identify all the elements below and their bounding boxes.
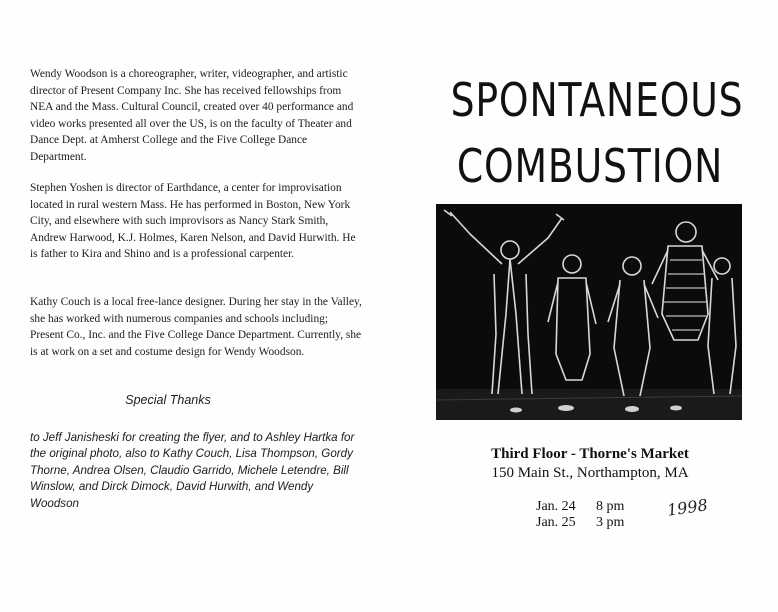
bio-stephen-yoshen: Stephen Yoshen is director of Earthdance, a center for improvisation located in rural western Mass. He has performed in Boston, New York City, and elsewhere with such improvisors as Nancy Stark Smith, Andrew Harwood, K.J. Holmes, Karen Nelson, and David Hurwith. He is father to Kira and Shino and is a professional carpenter. (30, 182, 356, 260)
show-hour: 3 pm (596, 515, 625, 530)
handwritten-year: 1998 (665, 495, 709, 520)
venue-address: 150 Main St., Northampton, MA (491, 465, 689, 481)
title-line-1: SPONTANEOUS (450, 73, 744, 127)
title-line-2: COMBUSTION (456, 139, 724, 193)
performers-photo (436, 204, 742, 420)
show-hour: 8 pm (596, 499, 625, 514)
show-time-2 (536, 515, 624, 531)
show-date: Jan. 25 (536, 515, 576, 530)
special-thanks-text: to Jeff Janisheski for creating the flyer, and to Ashley Hartka for the original photo, also to Kathy Couch, Lisa Thompson, Gordy Thorne, Andrea Olsen, Claudio Garrido, Michele Letendre, Bill Winslow, and Dirck Dimock, David Hurwith, and Wendy Woodson (30, 431, 355, 510)
show-time-1 (536, 499, 624, 515)
bio-kathy-couch: Kathy Couch is a local free-lance designer. During her stay in the Valley, she has worked with numerous companies and schools including; Present Co., Inc. and the Five College Dance Department. Currently, she is at work on a set and costume design for Wendy Woodson. (30, 296, 362, 358)
bio-wendy-woodson: Wendy Woodson is a choreographer, writer, videographer, and artistic director of Present Company Inc. She has received fellowships from NEA and the Mass. Cultural Council, created over 40 performance and video works presented all over the US, is on the faculty of Theater and Dance Dept. at Amherst College and the Five College Dance Department. (30, 68, 354, 163)
performers-photo-illustration (436, 204, 742, 420)
venue-name: Third Floor - Thorne's Market (491, 446, 689, 462)
special-thanks-heading: Special Thanks (125, 393, 211, 407)
show-date: Jan. 24 (536, 499, 576, 514)
